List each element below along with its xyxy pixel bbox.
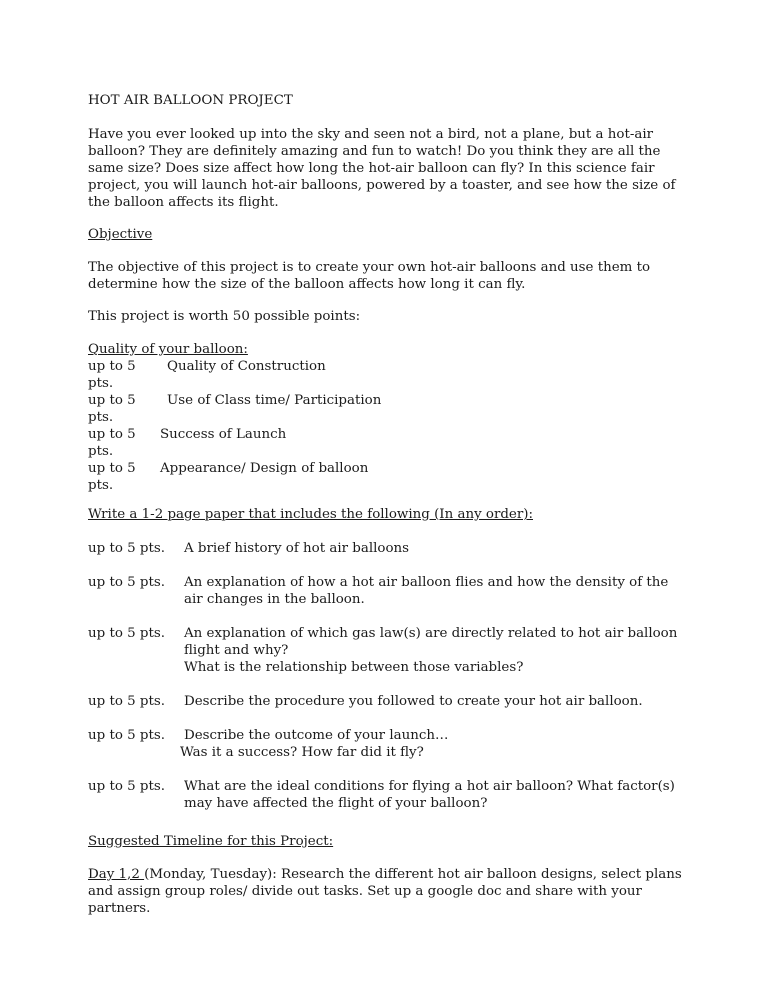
intro-paragraph: Have you ever looked up into the sky and seen not a bird, not a plane, but a hot-air balloon? They are definitely amazing and fun to watch! Do you think they are all the same size? Does size affect how long the hot-air balloon can fly? In this science fair project, you will launch hot-air balloons, powered by a toaster, and see how the size of the balloon affects its flight. — [88, 127, 676, 210]
paper-heading: Write a 1-2 page paper that includes the following (In any order): — [88, 507, 533, 522]
timeline-day-text: (Monday, Tuesday): Research the different hot air balloon designs, select plans and assign group roles/ divide out tasks. Set up a google doc and share with your partners. — [88, 867, 682, 916]
paper-item-text: An explanation of how a hot air balloon flies and how the density of the air changes in the balloon. — [184, 575, 669, 607]
paper-item-points: up to 5 pts. — [88, 626, 166, 641]
objective-heading: Objective — [88, 227, 153, 242]
document-title: HOT AIR BALLOON PROJECT — [88, 93, 293, 108]
quality-item-label: Quality of Construction — [167, 359, 326, 374]
paper-item-text: An explanation of which gas law(s) are directly related to hot air balloon flight and why? — [184, 626, 678, 658]
timeline-day-label: Day 1,2 — [88, 867, 145, 882]
quality-item-label: Success of Launch — [160, 427, 287, 442]
paper-item-text: Describe the procedure you followed to create your hot air balloon. — [184, 694, 643, 709]
paper-item-text: What are the ideal conditions for flying a hot air balloon? What factor(s) may have affected the flight of your balloon? — [184, 779, 675, 811]
quality-item-points: up to 5 pts. — [88, 359, 136, 391]
quality-item-points: up to 5 pts. — [88, 427, 136, 459]
paper-item-subtext: Was it a success? How far did it fly? — [180, 745, 424, 760]
paper-item-text: A brief history of hot air balloons — [184, 541, 410, 556]
paper-item-text-group — [180, 727, 688, 761]
quality-item-label: Appearance/ Design of balloon — [160, 461, 369, 476]
paper-item-points: up to 5 pts. — [88, 575, 166, 590]
paper-item — [88, 727, 688, 761]
paper-item — [88, 778, 688, 812]
quality-section — [88, 341, 688, 494]
quality-item-label: Use of Class time/ Participation — [167, 393, 382, 408]
paper-item-points: up to 5 pts. — [88, 541, 166, 556]
timeline-heading: Suggested Timeline for this Project: — [88, 834, 334, 849]
quality-item-points: up to 5 pts. — [88, 393, 136, 425]
quality-item — [88, 392, 688, 426]
paper-item-points: up to 5 pts. — [88, 728, 166, 743]
paper-item — [88, 693, 688, 710]
paper-item — [88, 625, 688, 676]
document-body — [88, 92, 688, 917]
paper-item-points: up to 5 pts. — [88, 779, 166, 794]
points-worth-statement: This project is worth 50 possible points: — [88, 309, 361, 324]
quality-item — [88, 426, 688, 460]
timeline-entry — [88, 866, 688, 917]
paper-item-points: up to 5 pts. — [88, 694, 166, 709]
paper-item — [88, 540, 688, 557]
quality-heading: Quality of your balloon: — [88, 342, 248, 357]
quality-item — [88, 460, 688, 494]
quality-item-points: up to 5 pts. — [88, 461, 136, 493]
quality-item — [88, 358, 688, 392]
paper-item-text-group — [184, 625, 688, 676]
paper-item — [88, 574, 688, 608]
objective-paragraph: The objective of this project is to create your own hot-air balloons and use them to determine how the size of the balloon affects how long it can fly. — [88, 260, 651, 292]
paper-item-text: Describe the outcome of your launch… — [184, 728, 449, 743]
paper-item-subtext: What is the relationship between those variables? — [184, 660, 524, 675]
